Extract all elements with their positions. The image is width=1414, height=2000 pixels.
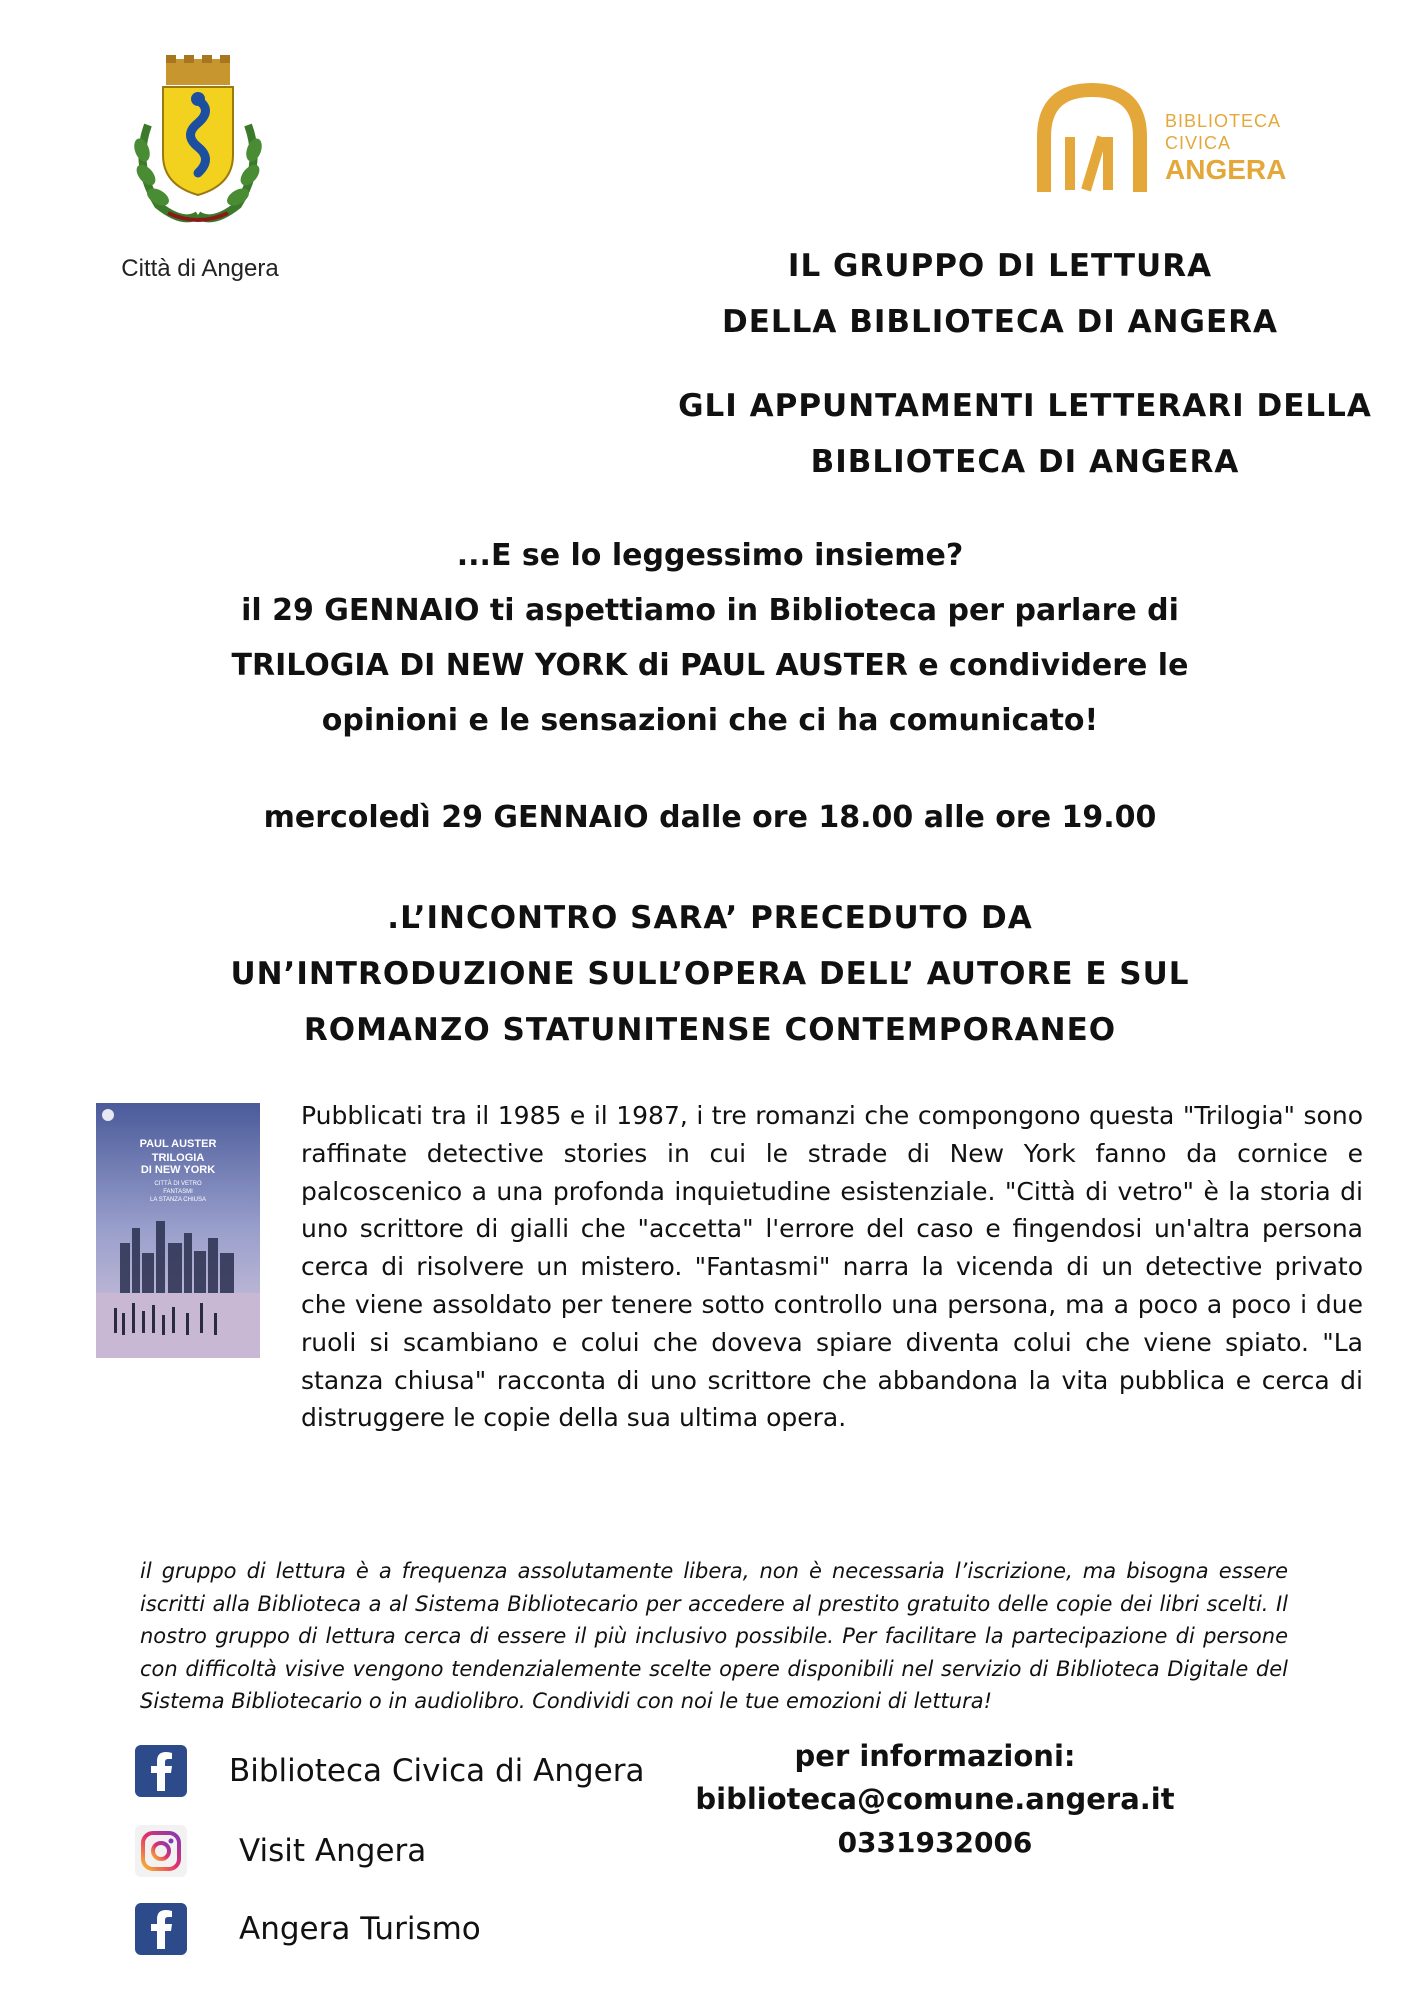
cover-sub-2: FANTASMI (163, 1189, 193, 1195)
facebook-icon (135, 1745, 187, 1797)
cover-sub-3: LA STANZA CHIUSA (150, 1197, 206, 1203)
book-cover-image (96, 1103, 260, 1358)
note-line: UN’INTRODUZIONE SULL’OPERA DELL’ AUTORE E SUL (230, 956, 1190, 992)
city-caption: Città di Angera (121, 255, 279, 282)
city-crest-logo (128, 55, 268, 230)
cover-title-1: TRILOGIA (151, 1152, 205, 1164)
library-logo-line3: ANGERA (1165, 154, 1287, 185)
title-line: IL GRUPPO DI LETTURA (787, 248, 1213, 284)
contact-email-link[interactable]: biblioteca@comune.angera.it (695, 1782, 1175, 1816)
library-logo-line1: BIBLIOTECA (1165, 111, 1282, 131)
social-label: Angera Turismo (239, 1911, 481, 1947)
footer-note: il gruppo di lettura è a frequenza assolutamente libera, non è necessaria l’iscrizione, ma bisogna essere iscritti alla Biblioteca a al Sistema Bibliotecario per accedere al prestito gratuito delle copie dei libri scelti. Il nostro gruppo di lettura cerca di essere il più inclusivo possibile. Per facilitare la partecipazione di persone con difficoltà visive vengono tendenzialemente scelte opere disponibili nel servizio di Biblioteca Digitale del Sistema Bibliotecario o in audiolibro. Condividi con noi le tue emozioni di lettura! (140, 1559, 1288, 1713)
contact-phone: 0331932006 (837, 1826, 1033, 1859)
intro-line: ...E se lo leggessimo insieme? (456, 538, 964, 573)
contact-heading: per informazioni: (794, 1739, 1076, 1773)
intro-text (140, 528, 1280, 748)
book-synopsis: Pubblicati tra il 1985 e il 1987, i tre romanzi che compongono questa "Trilogia" sono raffinate detective stories in cui le strade di New York fanno da cornice e palcoscenico a una profonda inquietudine esistenziale. "Città di vetro" è la storia di uno scrittore di gialli che "accetta" l'errore del caso e fingendosi un'altra persona cerca di risolvere un mistero. "Fantasmi" narra la vicenda di un detective privato che viene assoldato per tenere sotto controllo una persona, ma a poco a poco i due ruoli si scambiano e colui che doveva spiare diventa colui che viene spiato. "La stanza chiusa" racconta di uno scrittore che abbandona la vita pubblica e cerca di distruggere le copie della sua ultima opera. (301, 1101, 1363, 1433)
social-label: Visit Angera (239, 1833, 427, 1869)
intro-line: il 29 GENNAIO ti aspettiamo in Biblioteca per parlare di (241, 593, 1179, 628)
library-logo-text (1165, 110, 1286, 186)
reading-group-title (700, 238, 1300, 350)
library-logo-line2: CIVICA (1165, 133, 1232, 153)
cover-title-2: DI NEW YORK (140, 1164, 216, 1176)
appointments-title (660, 378, 1390, 490)
cover-author: PAUL AUSTER (139, 1138, 217, 1150)
cover-sub-1: CITTÀ DI VETRO (154, 1181, 202, 1187)
social-link-facebook-angera-turismo[interactable] (135, 1903, 481, 1955)
intro-line: opinioni e le sensazioni che ci ha comunicato! (321, 703, 1099, 738)
note-line: ROMANZO STATUNITENSE CONTEMPORANEO (303, 1012, 1117, 1048)
event-date: mercoledì 29 GENNAIO dalle ore 18.00 alle ore 19.00 (263, 800, 1157, 835)
title-line: DELLA BIBLIOTECA DI ANGERA (722, 304, 1278, 340)
introduction-note (140, 890, 1280, 1058)
title-line: BIBLIOTECA DI ANGERA (810, 444, 1240, 480)
instagram-icon (135, 1825, 187, 1877)
intro-line: TRILOGIA DI NEW YORK di PAUL AUSTER e condividere le (231, 648, 1189, 683)
note-line: .L’INCONTRO SARA’ PRECEDUTO DA (387, 900, 1033, 936)
contact-info (660, 1735, 1210, 1865)
social-link-facebook-biblioteca[interactable] (135, 1745, 644, 1797)
social-label: Biblioteca Civica di Angera (229, 1753, 645, 1789)
social-link-instagram-visit-angera[interactable] (135, 1825, 426, 1877)
title-line: GLI APPUNTAMENTI LETTERARI DELLA (678, 388, 1372, 424)
facebook-icon (135, 1903, 187, 1955)
